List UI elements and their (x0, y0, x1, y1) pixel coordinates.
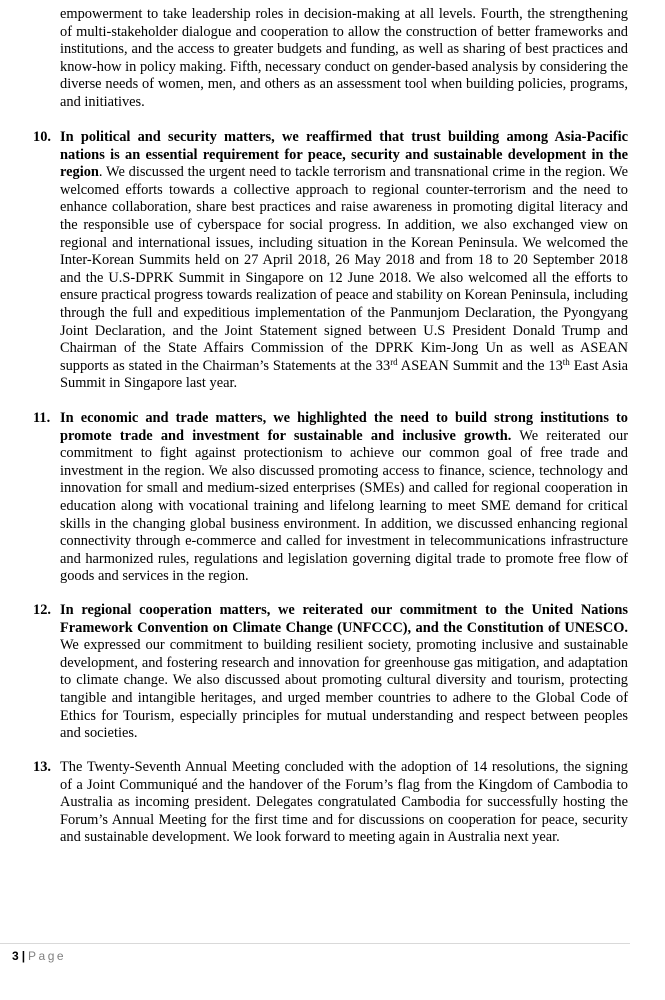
list-item-10 (60, 129, 628, 393)
list-item-11 (60, 410, 628, 586)
item-12-bold-lead: In regional cooperation matters, we reiterated our commitment to the United Nations Framework Convention on Climate Change (UNFCCC), and the Constitution of UNESCO. (60, 602, 628, 636)
item-number-10: 10. (33, 129, 51, 145)
item-10-tail: East Asia Summit in Singapore last year. (60, 357, 628, 392)
item-10-body: . We discussed the urgent need to tackle terrorism and transnational crime in the region. We welcomed efforts towards a collective approach to regional counter-terrorism and the need to enhance collaboration, share best practices and raise awareness in promoting digital literacy and the responsible use of cyberspace for social progress. In addition, we also exchanged view on regional and international issues, including situation in the Korean Peninsula. We welcomed the Inter-Korean Summits held on 27 April 2018, 26 May 2018 and from 18 to 20 September 2018 and the U.S-DPRK Summit in Singapore on 12 June 2018. We also welcomed all the efforts to ensure practical progress towards realization of peace and stability on Korean Peninsula, including through the full and expeditious implementation of the Panmunjom Declaration, the Pyongyang Joint Declaration, and the Joint Statement signed between U.S President Donald Trump and Chairman of the State Affairs Commission of the DPRK Kim-Jong Un as well as ASEAN supports as stated in the Chairman’s Statements at the 33 (60, 164, 628, 374)
item-13-body: The Twenty-Seventh Annual Meeting concluded with the adoption of 14 resolutions, the signing of a Joint Communiqué and the handover of the Forum’s flag from the Kingdom of Cambodia to Australia as incoming president. Delegates congratulated Cambodia for successfully hosting the Forum’s Annual Meeting for the first time and for discussions on cooperation for peace, security and sustainable development. We look forward to meeting again in Australia next year. (60, 759, 628, 846)
item-10-sup-th: th (562, 356, 570, 367)
item-10-mid: ASEAN Summit and the 13 (397, 357, 563, 374)
item-10-sup-rd: rd (390, 356, 398, 367)
page-label: Page (28, 949, 67, 963)
page-number: 3 (12, 949, 19, 963)
page-footer (12, 949, 66, 963)
item-number-13: 13. (33, 759, 51, 775)
list-item-13 (60, 759, 628, 847)
item-12-body: We expressed our commitment to building resilient society, promoting inclusive and sustainable development, and fostering research and innovation for greenhouse gas mitigation, and adaptation to climate change. We also discussed about promoting cultural diversity and tourism, protecting tangible and intangible heritages, and urged member countries to adhere to the Global Code of Ethics for Tourism, especially principles for mutual understanding and respect between peoples and societies. (60, 637, 628, 742)
intro-paragraph (60, 6, 628, 112)
list-item-12 (60, 602, 628, 743)
intro-text: empowerment to take leadership roles in decision-making at all levels. Fourth, the strengthening of multi-stakeholder dialogue and cooperation to allow the construction of better frameworks and institutions, and the access to greater budgets and funding, as well as sharing of best practices and know-how in policy making. Fifth, necessary conduct on gender-based analysis by considering the diverse needs of women, men, and others as an assessment tool when building policies, programs, and initiatives. (60, 6, 629, 110)
footer-separator: | (21, 949, 26, 963)
footer-divider (0, 943, 630, 944)
item-11-body: We reiterated our commitment to fight against protectionism to achieve our common goal of free trade and investment in the region. We also discussed promoting access to finance, science, technology and innovation for small and medium-sized enterprises (SMEs) and called for regional cooperation in education along with vocational training and lifelong learning to meet SME demand for critical skills in the changing global business environment. In addition, we discussed enhancing regional connectivity through e-commerce and called for investment in telecommunications infrastructure and harmonized rules, regulations and legislation governing digital trade to promote free flow of goods and services in the region. (60, 427, 628, 585)
item-number-11: 11. (33, 410, 51, 426)
item-number-12: 12. (33, 602, 51, 618)
item-11-bold-lead: In economic and trade matters, we highlighted the need to build strong institutions to promote trade and investment for sustainable and inclusive growth. (60, 410, 628, 444)
item-10-bold-lead: In political and security matters, we reaffirmed that trust building among Asia-Pacific nations is an essential requirement for peace, security and sustainable development in the region (60, 129, 628, 181)
